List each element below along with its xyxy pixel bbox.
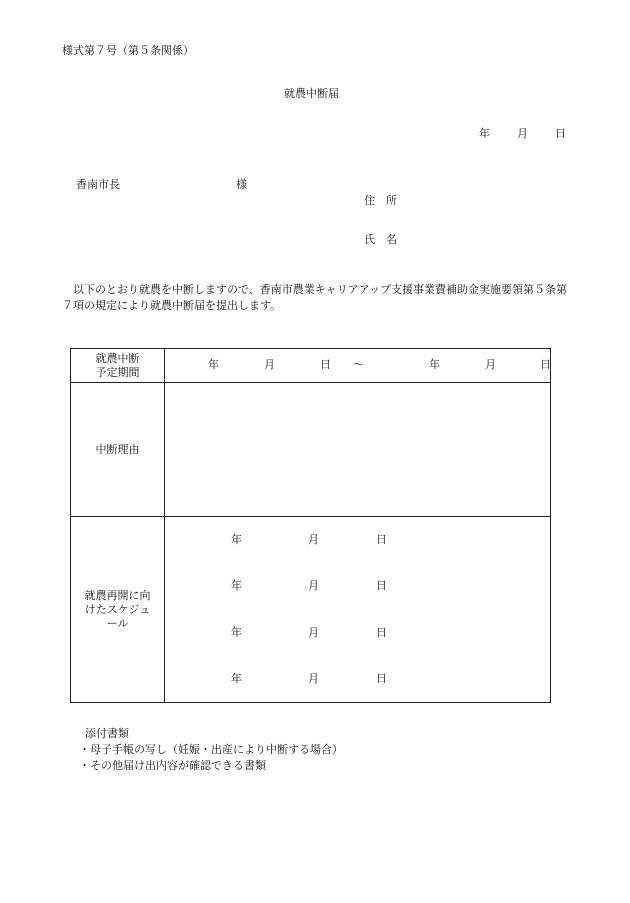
date-month-label: 月	[517, 127, 528, 140]
schedule-value[interactable]	[165, 517, 551, 703]
schedule-row-3-month: 月	[308, 626, 319, 639]
schedule-row-4-day: 日	[376, 672, 387, 685]
period-label	[71, 349, 165, 383]
attachments-heading: 添付書類	[85, 727, 129, 740]
period-start-day: 日	[320, 358, 331, 371]
schedule-row-2-year: 年	[231, 579, 242, 592]
period-row	[71, 349, 551, 383]
period-end-month: 月	[485, 358, 496, 371]
reason-label: 中断理由	[71, 383, 165, 517]
schedule-row-1-year: 年	[231, 533, 242, 546]
document-title: 就農中断届	[284, 87, 339, 100]
period-end-year: 年	[429, 358, 440, 371]
schedule-row-4-year: 年	[231, 672, 242, 685]
schedule-row-1-day: 日	[376, 533, 387, 546]
period-start-month: 月	[264, 358, 275, 371]
schedule-row	[71, 517, 551, 703]
attachment-item-1: ・母子手帳の写し（妊娠・出産により中断する場合）	[79, 743, 343, 756]
period-start-year: 年	[208, 358, 219, 371]
period-end-day: 日	[540, 358, 551, 371]
reason-row	[71, 383, 551, 517]
attachments	[79, 726, 343, 774]
addressee-name: 香南市長	[76, 178, 120, 191]
schedule-row-2-month: 月	[308, 579, 319, 592]
schedule-row-3-day: 日	[376, 626, 387, 639]
period-label-line2: 予定期間	[95, 365, 140, 379]
schedule-label-line2: けたスケジュ	[84, 602, 151, 616]
schedule-label-line3: ール	[106, 616, 129, 630]
period-tilde: ～	[353, 358, 364, 371]
schedule-row-1-month: 月	[308, 533, 319, 546]
address-label: 住 所	[364, 194, 397, 207]
addressee-honorific: 様	[236, 178, 247, 191]
name-label: 氏 名	[364, 233, 397, 246]
date-day-label: 日	[555, 127, 566, 140]
attachment-item-2: ・その他届け出内容が確認できる書類	[79, 759, 266, 772]
interruption-form-table	[70, 348, 551, 703]
schedule-label	[71, 517, 165, 703]
date-year-label: 年	[479, 127, 490, 140]
schedule-row-3-year: 年	[231, 626, 242, 639]
intro-text: 以下のとおり就農を中断しますので、香南市農業キャリアアップ支援事業費補助金実施要領第５条第７項の規定により就農中断届を提出します。	[62, 283, 568, 312]
schedule-row-2-day: 日	[376, 579, 387, 592]
form-number: 様式第７号（第５条関係）	[62, 44, 194, 57]
schedule-row-4-month: 月	[308, 672, 319, 685]
schedule-label-line1: 就農再開に向	[84, 588, 151, 602]
reason-value[interactable]	[165, 383, 551, 517]
period-label-line1: 就農中断	[95, 351, 140, 365]
period-value[interactable]	[165, 349, 551, 383]
